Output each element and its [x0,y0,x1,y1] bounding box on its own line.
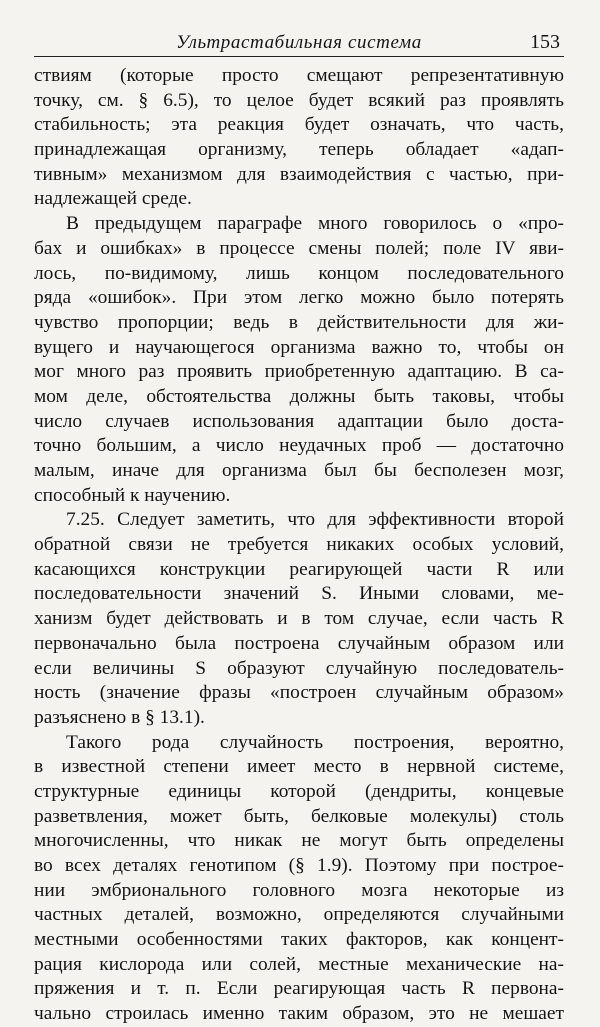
text-line: последовательности значений S. Иными словами, ме- [34,583,564,605]
text-line: ствиям (которые просто смещают репрезентативную [34,65,564,86]
text-line: рация кислорода или солей, местные механические на- [34,953,564,975]
text-line: число случаев использования адаптации было доста- [34,410,564,432]
text-line: ханизм будет действовать и в том случае, если часть R [34,608,564,630]
text-line: стабильность; эта реакция будет означать, что часть, [34,114,564,136]
text-line: разветвления, может быть, белковые молекулы) столь [34,805,564,827]
text-line: чувство пропорции; ведь в действительности для жи- [34,311,564,333]
text-line: частных деталей, возможно, определяются случайными [34,904,564,926]
page-header [34,30,564,57]
text-line: первоначально была построена случайным образом или [34,632,564,654]
text-line: тивным» механизмом для взаимодействия с частью, при- [34,163,564,185]
text-line: структурные единицы которой (дендриты, концевые [34,780,564,802]
text-line: В предыдущем параграфе много говорилось о «про- [66,213,564,235]
text-line: ность (значение фразы «построен случайным образом» [34,682,564,704]
text-line: бах и ошибках» в процессе смены полей; поле IV яви- [34,237,564,259]
text-line: точку, см. § 6.5), то целое будет всякий раз проявлять [34,89,564,111]
running-title: Ультрастабильная система [176,32,422,53]
text-line: многочисленны, что никак не могут быть определены [34,830,564,852]
text-line: в известной степени имеет место в нервной системе, [34,756,564,778]
text-line: если величины S образуют случайную последователь- [34,657,564,679]
text-line: обратной связи не требуется никаких особых условий, [34,534,564,556]
text-line: разъяснено в § 13.1). [34,706,205,728]
text-line: надлежащей среде. [34,188,192,210]
text-line: во всех деталях генотипом (§ 1.9). Поэтому при построе- [34,855,564,876]
text-line: местными особенностями таких факторов, как концент- [34,929,564,951]
text-line: нии эмбрионального головного мозга некоторые из [34,879,564,901]
text-line: ряда «ошибок». При этом легко можно было потерять [34,287,564,309]
text-line: мог много раз проявить приобретенную адаптацию. В са- [34,361,564,383]
text-line: мом деле, обстоятельства должны быть таковы, чтобы [34,385,564,407]
text-line: малым, иначе для организма был бы бесполезен мозг, [34,460,564,481]
page-number: 153 [530,31,560,53]
text-line: чально строилась именно таким образом, это не мешает [34,1003,564,1025]
body-text [34,64,564,1027]
text-line: пряжения и т. п. Если реагирующая часть R первона- [34,978,564,1000]
text-line: лось, по-видимому, лишь концом последовательного [34,262,564,284]
text-line: 7.25. Следует заметить, что для эффективности второй [66,509,564,531]
text-line: точно большим, а число неудачных проб — достаточно [34,435,564,457]
text-line: принадлежащая организму, теперь обладает «адап- [34,139,564,161]
text-line: способный к научению. [34,484,231,506]
text-line: касающихся конструкции реагирующей части R или [34,558,564,580]
text-line: Такого рода случайность построения, вероятно, [66,731,564,753]
text-line: вущего и научающегося организма важно то, чтобы он [34,336,564,358]
